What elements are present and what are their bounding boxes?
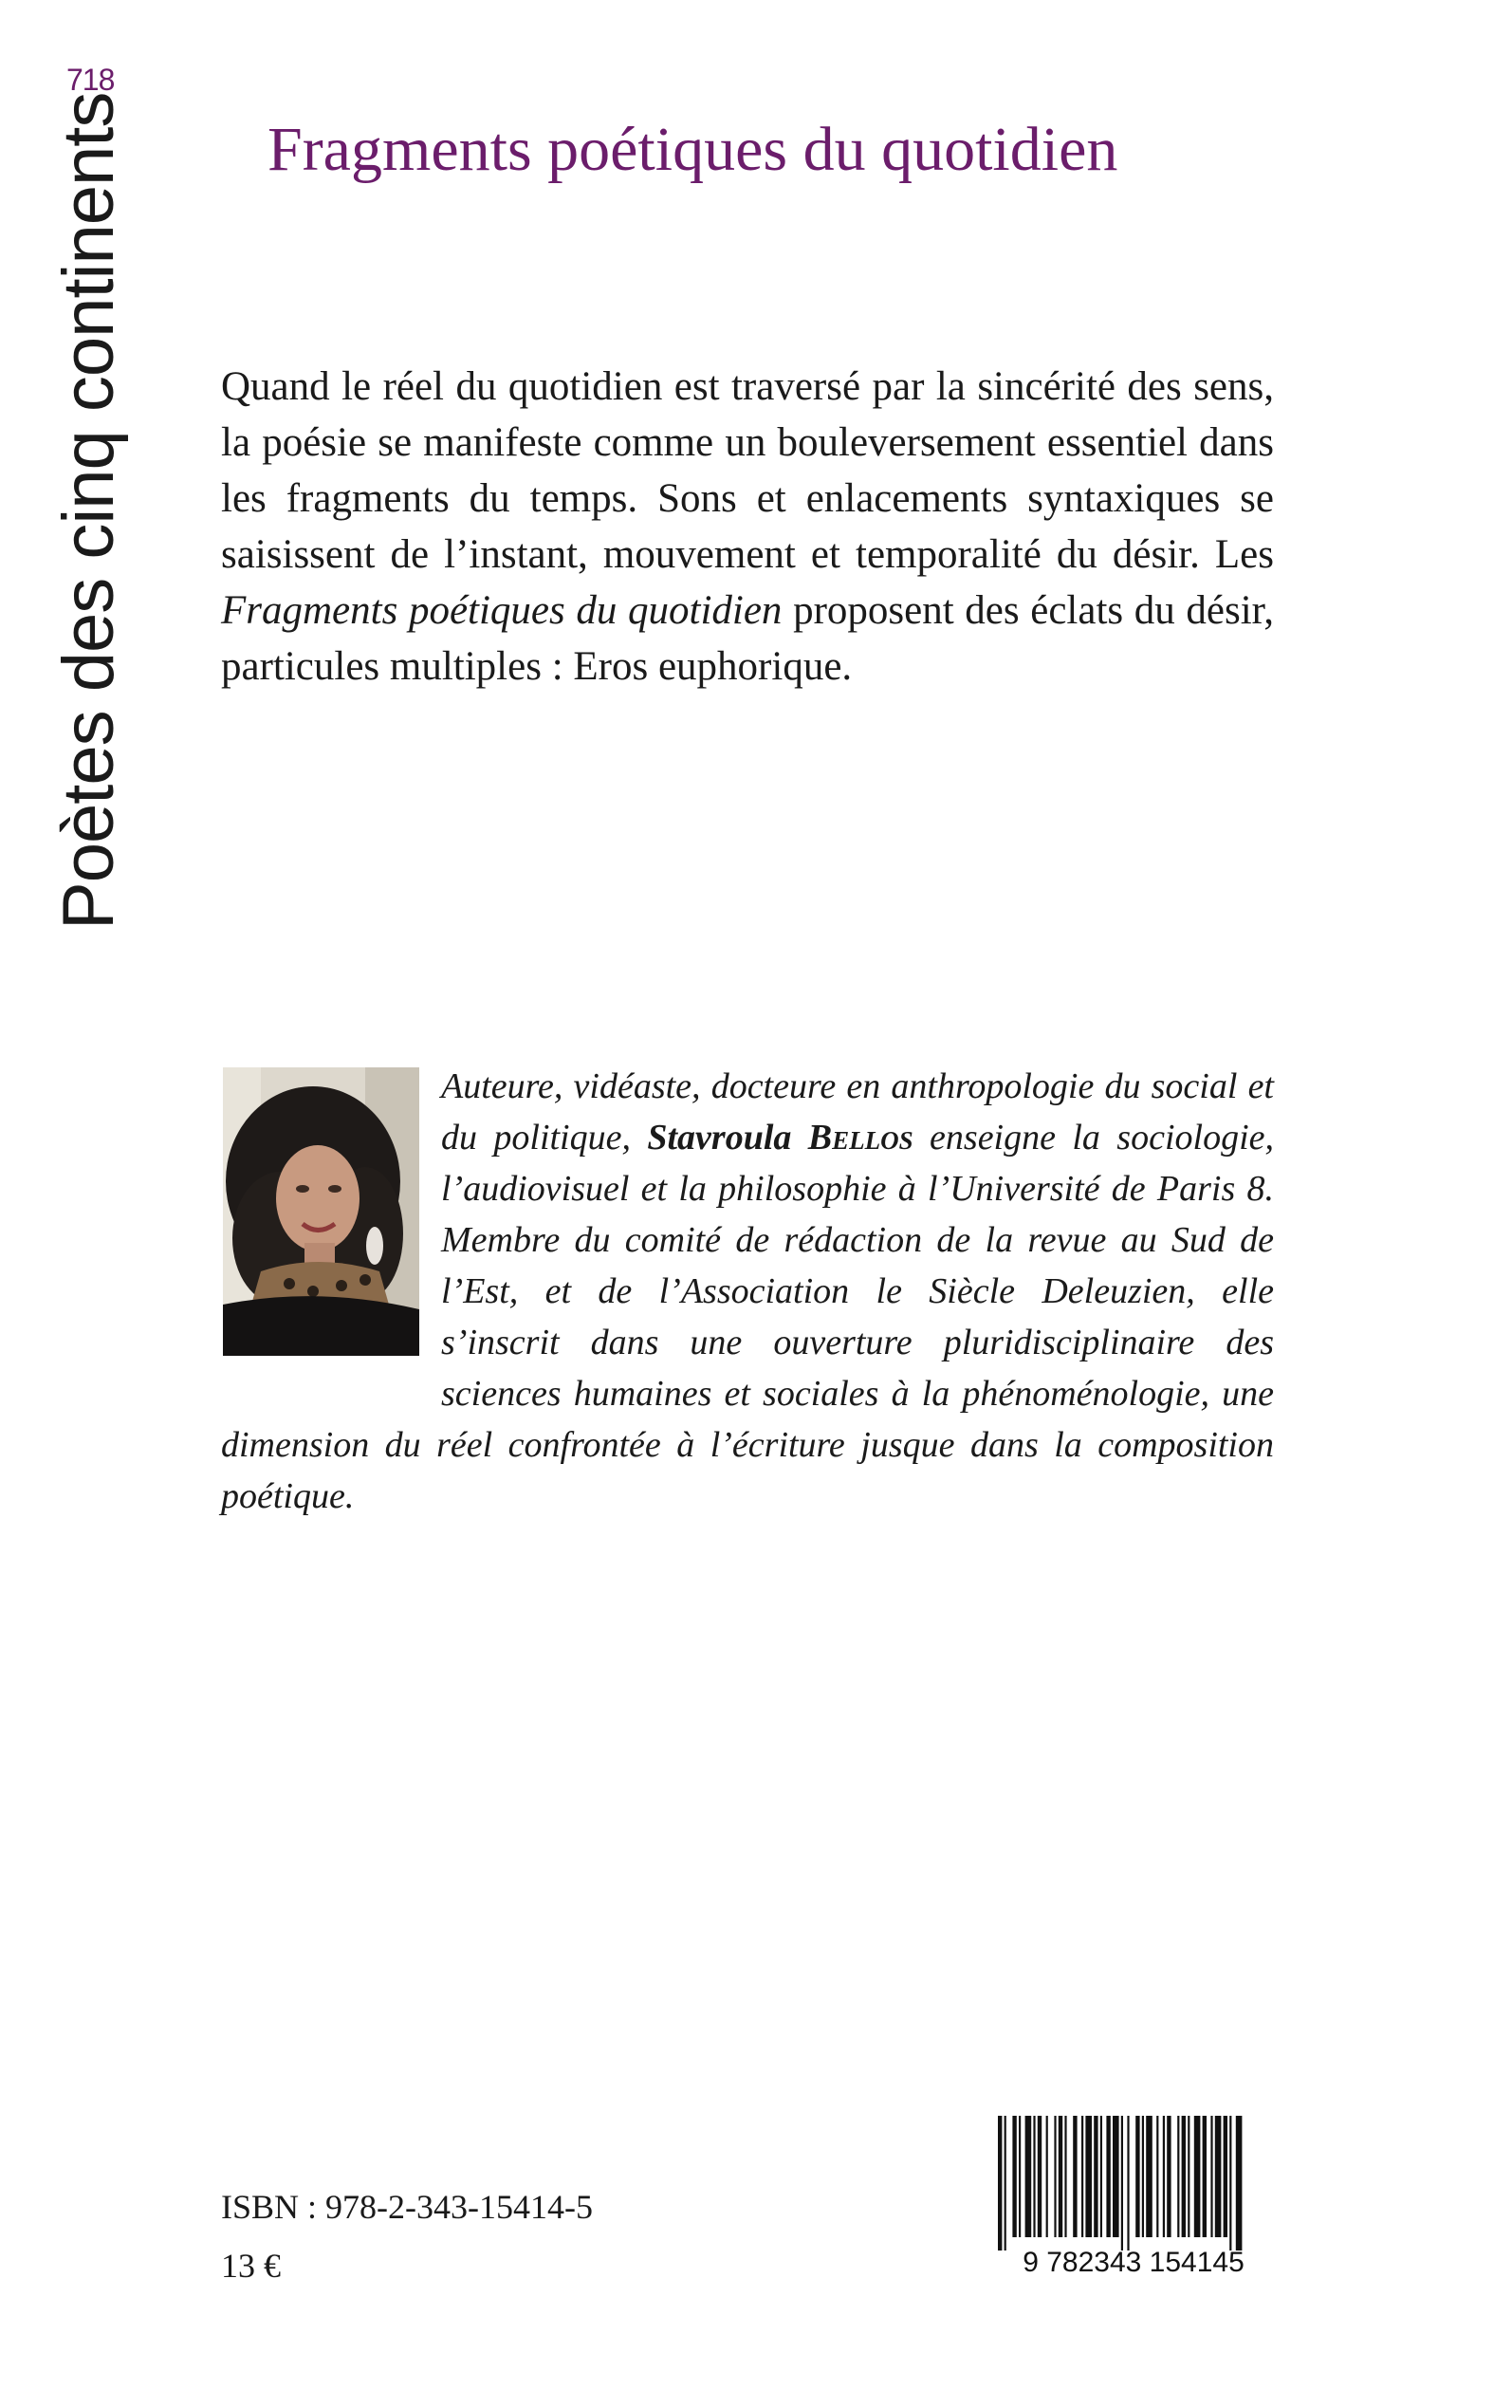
barcode-bar: [1203, 2116, 1207, 2237]
barcode-digits: 9 782343 154145: [1023, 2247, 1245, 2277]
barcode-bar: [1182, 2116, 1186, 2237]
barcode-bar: [1236, 2116, 1243, 2251]
book-title: Fragments poétiques du quotidien: [267, 115, 1118, 184]
barcode-bar: [1046, 2116, 1048, 2237]
barcode-bar: [1215, 2116, 1222, 2237]
author-bio: [221, 1061, 1274, 1522]
barcode-bar: [1012, 2116, 1016, 2237]
barcode-bar: [1094, 2116, 1097, 2237]
isbn: ISBN : 978-2-343-15414-5: [221, 2188, 593, 2226]
bio-text-1: Auteure, vidéaste, docteure en anthropologie du social et du politique,: [441, 1066, 1274, 1158]
barcode-bar: [1224, 2116, 1227, 2237]
barcode-bar: [1085, 2116, 1092, 2237]
barcode-bar: [1121, 2116, 1123, 2251]
barcode-bar: [998, 2116, 1002, 2251]
barcode-bar: [1106, 2116, 1110, 2237]
barcode-bar: [1038, 2116, 1042, 2237]
description-italic-title: Fragments poétiques du quotidien: [221, 588, 783, 633]
series-name: Poètes des cinq continents: [48, 92, 129, 930]
barcode-bar: [1135, 2116, 1139, 2237]
barcode-bar: [1033, 2116, 1035, 2237]
barcode-bars: [986, 2110, 1281, 2277]
price: 13 €: [221, 2247, 281, 2285]
description-text-2: proposent des éclats du désir, particules multiples : Eros euphorique.: [221, 588, 1274, 689]
barcode-bar: [1146, 2116, 1152, 2237]
barcode-bar: [1054, 2116, 1056, 2237]
barcode-bar: [1019, 2116, 1021, 2237]
author-name: [647, 1118, 913, 1158]
barcode-bar: [1188, 2116, 1189, 2237]
barcode-bar: [1167, 2116, 1171, 2237]
barcode-bar: [1163, 2116, 1165, 2237]
barcode-bar: [1081, 2116, 1083, 2237]
barcode-bar: [1156, 2116, 1158, 2237]
barcode-bar: [1210, 2116, 1212, 2237]
series-number: 718: [66, 63, 115, 97]
barcode-bar: [1059, 2116, 1062, 2237]
barcode-bar: [1229, 2116, 1231, 2251]
barcode-bar: [1177, 2116, 1179, 2237]
barcode-bar: [1100, 2116, 1102, 2237]
barcode-bar: [1025, 2116, 1032, 2237]
description-text-1: Quand le réel du quotidien est traversé par la sincérité des sens, la poésie se manifeste comme un bouleversement essentiel dans les fragments du temps. Sons et enlacements syntaxiques se saisissent de l’instant, mouvement et temporalité du désir. Les: [221, 364, 1274, 577]
bio-text-2: enseigne la sociologie, l’audiovisuel et la philosophie à l’Université de Paris 8. Membre du comité de rédaction de la revue au Sud de l’Est, et de l’Association le Siècle Deleuzien, elle s’inscrit dans une ouverture pluridisciplinaire des sciences humaines et sociales à la phénoménologie, une dimension du réel confrontée à l’écriture jusque dans la composition poétique.: [221, 1118, 1274, 1516]
author-first-name: Stavroula: [647, 1118, 792, 1158]
barcode-bar: [1127, 2116, 1129, 2251]
barcode-bar: [1142, 2116, 1144, 2237]
book-description: [221, 359, 1274, 695]
barcode-bar: [1064, 2116, 1066, 2237]
barcode: [986, 2110, 1281, 2277]
barcode-bar: [1073, 2116, 1077, 2237]
barcode-bar: [1005, 2116, 1006, 2251]
barcode-bar: [1113, 2116, 1119, 2237]
author-last-name: Bellos: [807, 1118, 913, 1158]
barcode-bar: [1194, 2116, 1201, 2237]
